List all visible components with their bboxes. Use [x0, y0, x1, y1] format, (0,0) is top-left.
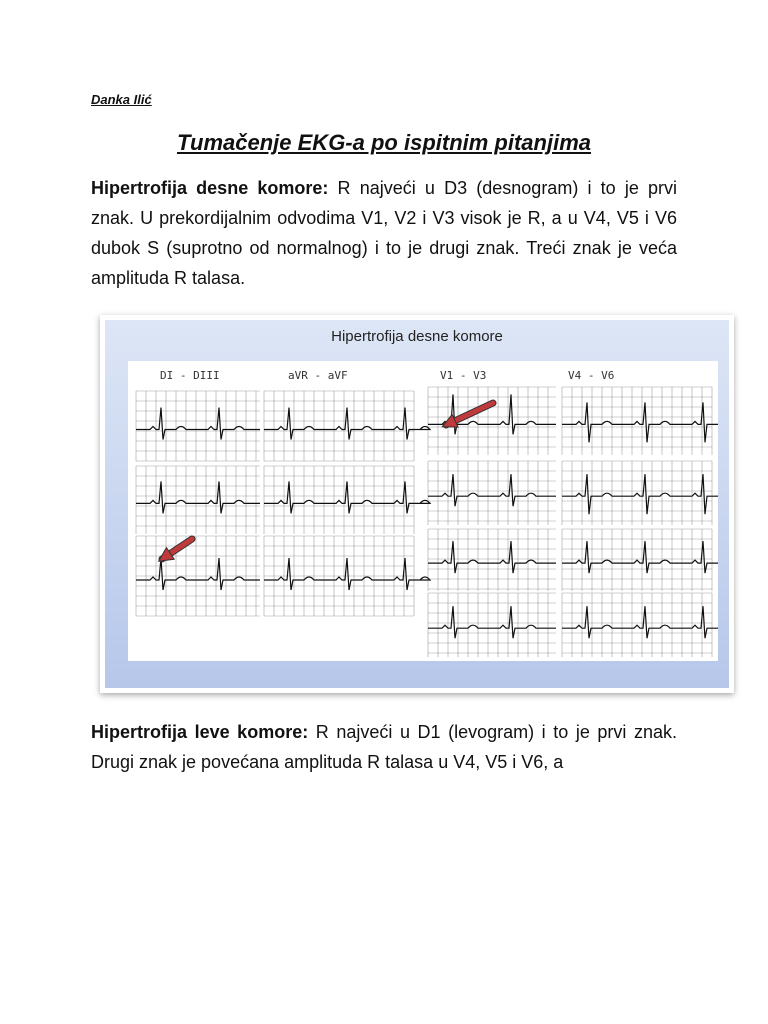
ecg-figure: [100, 315, 734, 693]
ecg-trace: [562, 402, 718, 442]
paragraph-heading: Hipertrofija desne komore:: [91, 178, 329, 198]
ecg-trace: [264, 408, 430, 440]
ecg-traces: [128, 361, 718, 661]
ecg-image: [128, 361, 718, 661]
ecg-arrow-diii: [159, 539, 192, 561]
lead-label-avr-avf: aVR - aVF: [288, 369, 348, 382]
ecg-grid-panel: [428, 529, 556, 591]
paragraph-left-ventricle: [91, 717, 677, 777]
lead-label-di-diii: DI - DIII: [160, 369, 220, 382]
ecg-trace: [264, 481, 430, 513]
figure-background: [105, 320, 729, 688]
lead-label-v1-v3: V1 - V3: [440, 369, 487, 382]
document-title: Tumačenje EKG-a po ispitnim pitanjima: [176, 130, 591, 155]
ecg-trace: [136, 408, 260, 440]
ecg-grid-panel: [136, 391, 260, 461]
paragraph-right-ventricle: [91, 173, 677, 293]
ecg-trace: [428, 541, 556, 573]
paragraph-text: R najveći u D3 (desnogram) i to je prvi znak. U prekordijalnim odvodima V1, V2 i V3 visok je R, a u V4, V5 i V6 dubok S (suprotno od normalnog) i to je drugi znak. Treći znak je veća amplituda R talasa.: [91, 178, 677, 288]
figure-title: Hipertrofija desne komore: [331, 328, 503, 345]
ecg-grid-panel: [428, 593, 556, 657]
ecg-trace: [428, 606, 556, 638]
ecg-grid-panel: [136, 466, 260, 534]
ecg-grid-panel: [264, 536, 414, 616]
ecg-trace: [136, 558, 260, 590]
ecg-trace: [562, 474, 718, 514]
ecg-trace: [562, 606, 718, 638]
ecg-trace: [264, 558, 430, 590]
author-name: Danka Ilić: [91, 92, 152, 107]
paragraph-text: R najveći u D1 (levogram) i to je prvi znak. Drugi znak je povećana amplituda R talasa u V4, V5 i V6, a: [91, 722, 678, 772]
ecg-arrow-v1: [442, 403, 493, 427]
lead-label-v4-v6: V4 - V6: [568, 369, 615, 382]
ecg-grid-panel: [428, 461, 556, 525]
ecg-trace: [428, 474, 556, 506]
ecg-grid-panel: [136, 536, 260, 616]
paragraph-heading: Hipertrofija leve komore:: [91, 722, 309, 742]
ecg-trace: [562, 541, 718, 573]
